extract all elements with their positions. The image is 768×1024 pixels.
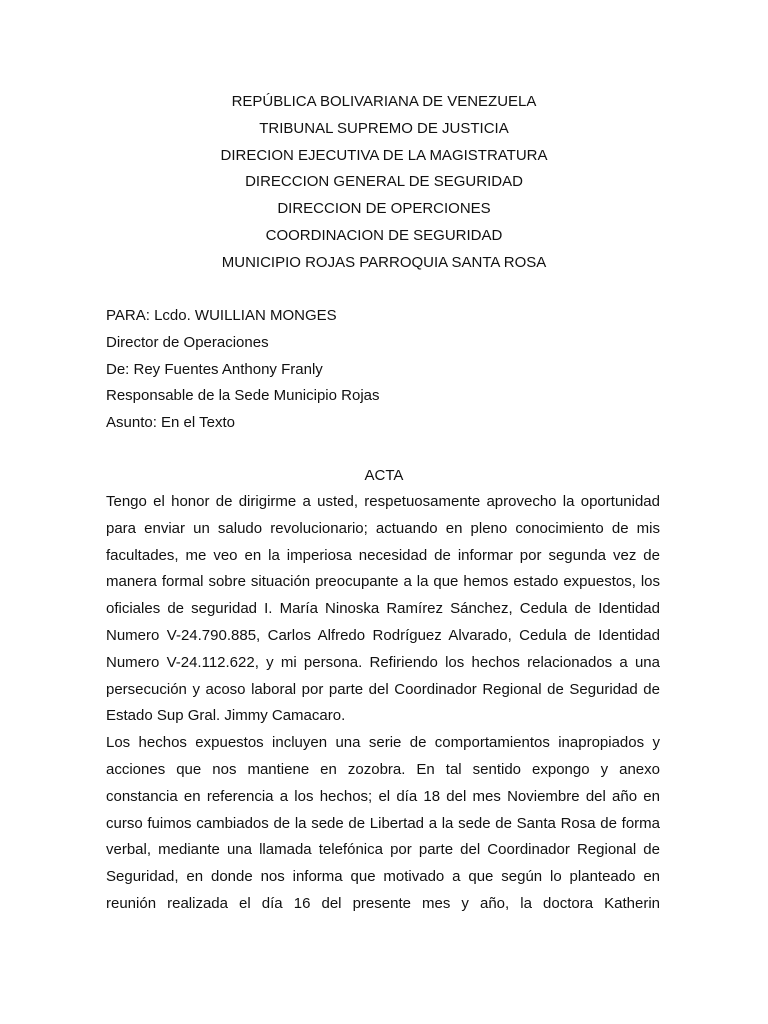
text-line: Seguridad, en donde nos informa que motivado a que según lo planteado en	[106, 868, 660, 886]
memo-para: PARA: Lcdo. WUILLIAN MONGES	[106, 307, 337, 324]
text-line: constancia en referencia a los hechos; el día 18 del mes Noviembre del año en	[106, 787, 660, 805]
body-paragraph-1	[106, 489, 660, 730]
header-line-direccion-general: DIRECCION GENERAL DE SEGURIDAD	[245, 173, 523, 191]
text-line: manera formal sobre situación preocupante a la que hemos estado expuestos, los	[106, 573, 660, 591]
text-line: para enviar un saludo revolucionario; actuando en pleno conocimiento de mis	[106, 519, 660, 537]
text-line: Numero V-24.790.885, Carlos Alfredo Rodríguez Alvarado, Cedula de Identidad	[106, 626, 660, 644]
body-text	[106, 489, 660, 918]
text-line: facultades, me veo en la imperiosa necesidad de informar por segunda vez de	[106, 546, 660, 564]
body-paragraph-2	[106, 730, 660, 918]
memo-de: De: Rey Fuentes Anthony Franly	[106, 360, 323, 378]
header-line-municipio: MUNICIPIO ROJAS PARROQUIA SANTA ROSA	[221, 253, 547, 271]
text-line: curso fuimos cambiados de la sede de Libertad a la sede de Santa Rosa de forma	[106, 814, 660, 832]
text-line: Numero V-24.112.622, y mi persona. Refiriendo los hechos relacionados a una	[106, 653, 660, 671]
header-line-direccion-operaciones: DIRECCION DE OPERCIONES	[277, 200, 491, 218]
header-line-direccion-ejecutiva: DIRECION EJECUTIVA DE LA MAGISTRATURA	[220, 146, 548, 164]
text-line: Los hechos expuestos incluyen una serie de comportamientos inapropiados y	[106, 734, 660, 752]
text-line: verbal, mediante una llamada telefónica por parte del Coordinador Regional de	[106, 841, 660, 859]
text-line: Estado Sup Gral. Jimmy Camacaro.	[106, 707, 346, 725]
header-line-tribunal: TRIBUNAL SUPREMO DE JUSTICIA	[259, 119, 509, 137]
memo-block	[106, 303, 380, 437]
document-header	[0, 89, 768, 277]
text-line: Tengo el honor de dirigirme a usted, respetuosamente aprovecho la oportunidad	[106, 493, 660, 510]
text-line: oficiales de seguridad I. María Ninoska Ramírez Sánchez, Cedula de Identidad	[106, 600, 660, 618]
memo-asunto: Asunto: En el Texto	[106, 414, 235, 432]
text-line: acciones que nos mantiene en zozobra. En tal sentido expongo y anexo	[106, 760, 660, 778]
header-line-coordinacion: COORDINACION DE SEGURIDAD	[265, 226, 503, 244]
text-line: reunión realizada el día 16 del presente mes y año, la doctora Katherin	[106, 894, 660, 912]
acta-title: ACTA	[364, 467, 404, 484]
text-line: persecución y acoso laboral por parte del Coordinador Regional de Seguridad de	[106, 680, 660, 698]
memo-de-title: Responsable de la Sede Municipio Rojas	[106, 387, 380, 405]
header-line-republica: REPÚBLICA BOLIVARIANA DE VENEZUELA	[231, 93, 537, 110]
memo-para-title: Director de Operaciones	[106, 333, 269, 351]
